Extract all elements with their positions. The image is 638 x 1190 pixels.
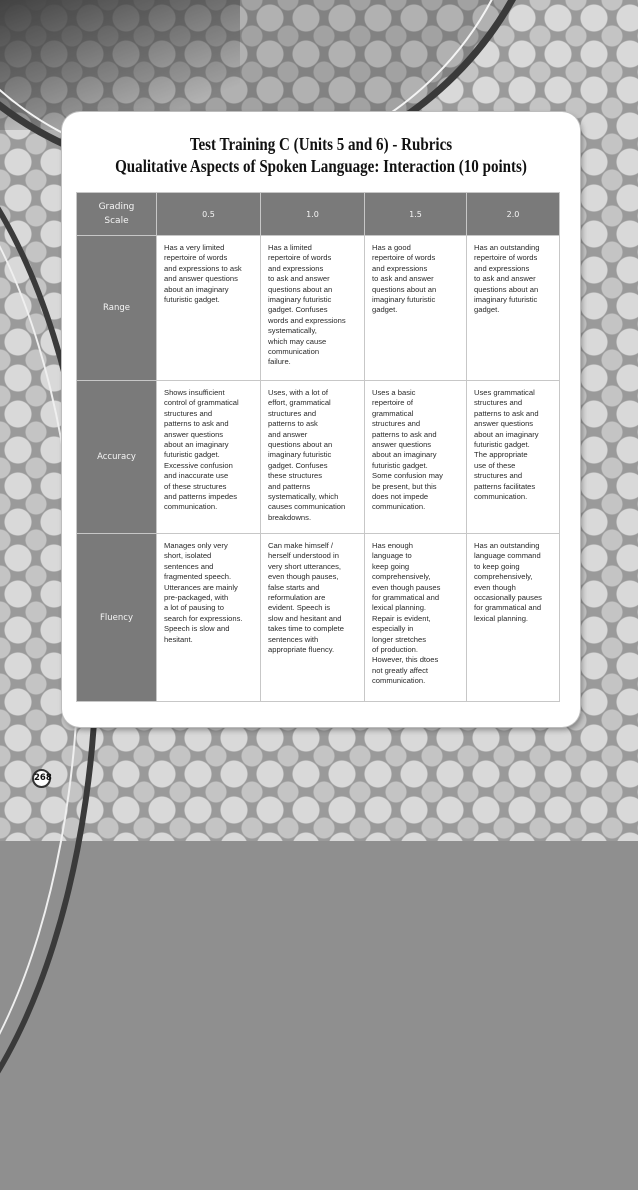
column-header: 1.0 — [261, 193, 365, 236]
table-row-range — [77, 236, 560, 381]
table-cell: Has a very limited repertoire of words and expressions to ask and answer questions about an imaginary futuristic gadget. — [157, 236, 261, 381]
table-cell: Can make himself / herself understood in very short utterances, even though pauses, false starts and reformulation are evident. Speech is slow and hesitant and takes time to complete sentences with appropriate fluency. — [261, 534, 365, 702]
page-subtitle: Qualitative Aspects of Spoken Language: Interaction (10 points) — [115, 156, 527, 176]
page-title: Test Training C (Units 5 and 6) - Rubrics — [189, 134, 453, 154]
table-cell: Uses a basic repertoire of grammatical structures and patterns to ask and answer questions about an imaginary futuristic gadget. Some confusion may be present, but this does not impede communication. — [365, 381, 467, 534]
table-cell: Has a limited repertoire of words and expressions to ask and answer questions about an imaginary futuristic gadget. Confuses words and expressions systematically, which may cause communication failure. — [261, 236, 365, 381]
row-header: Accuracy — [77, 381, 157, 534]
table-cell: Has an outstanding repertoire of words and expressions to ask and answer questions about an imaginary futuristic gadget. — [467, 236, 560, 381]
grading-scale-header: Grading Scale — [77, 193, 157, 236]
column-header: 1.5 — [365, 193, 467, 236]
row-header: Range — [77, 236, 157, 381]
table-cell: Shows insufficient control of grammatical structures and patterns to ask and answer questions about an imaginary futuristic gadget. Excessive confusion and inaccurate use of these structures and patterns impedes communication. — [157, 381, 261, 534]
page-number: 268 — [32, 769, 51, 788]
table-cell: Manages only very short, isolated sentences and fragmented speech. Utterances are mainly pre-packaged, with a lot of pausing to search for expressions. Speech is slow and hesitant. — [157, 534, 261, 702]
table-cell: Has a good repertoire of words and expressions to ask and answer questions about an imaginary futuristic gadget. — [365, 236, 467, 381]
rubric-table — [76, 192, 560, 702]
column-header: 2.0 — [467, 193, 560, 236]
table-cell: Has enough language to keep going comprehensively, even though pauses for grammatical and lexical planning. Repair is evident, especially in longer stretches of production. However, this dtoes not greatly affect communication. — [365, 534, 467, 702]
row-header: Fluency — [77, 534, 157, 702]
table-cell: Uses, with a lot of effort, grammatical structures and patterns to ask and answer questions about an imaginary futuristic gadget. Confuses these structures and patterns systematically, which causes communication breakdowns. — [261, 381, 365, 534]
table-row-accuracy — [77, 381, 560, 534]
table-row-fluency — [77, 534, 560, 702]
table-header-row — [77, 193, 560, 236]
table-cell: Uses grammatical structures and patterns to ask and answer questions about an imaginary futuristic gadget. The appropriate use of these structures and patterns facilitates communication. — [467, 381, 560, 534]
table-cell: Has an outstanding language command to keep going comprehensively, even though occasionally pauses for grammatical and lexical planning. — [467, 534, 560, 702]
column-header: 0.5 — [157, 193, 261, 236]
rubric-card — [62, 112, 580, 727]
